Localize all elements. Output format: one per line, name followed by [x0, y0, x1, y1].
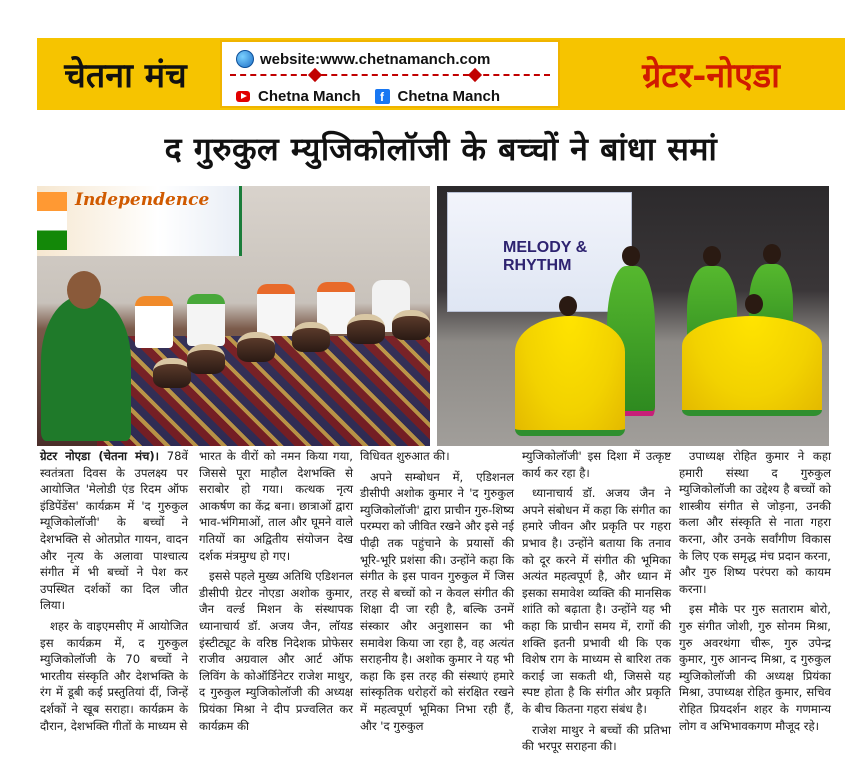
- tabla-drum: [153, 358, 191, 388]
- globe-icon: [236, 50, 254, 68]
- tabla-performance-photo: [37, 186, 430, 446]
- dancer-yellow-dress: [682, 316, 822, 416]
- article-paragraph: इस मौके पर गुरु सताराम बोरो, गुरु संगीत जोशी, गुरु सोनम मिश्रा, गुरु अवरथंगा चीरू, गुरु उपेन्द्र कुमार, गुरु आनन्द मिश्रा, द गुरुकुल म्युजिकोलॉजी की अध्यक्ष प्रियंका मिश्रा, उपाध्यक्ष रोहित कुमार, सचिव रोहित प्रियदर्शन शहर के गणमान्य लोग व अभिभावकगण मौजूद रहे।: [679, 602, 831, 733]
- student-figure: [187, 294, 225, 346]
- article-paragraph: 78वें स्वतंत्रता दिवस के उपलक्ष्य पर आयोजित 'मेलोडी एंड रिदम ऑफ इंडिपेंडेंस' कार्यक्रम में 'द गुरुकुल म्यूजिकोलॉजी' के बच्चों ने देशभक्ति से ओतप्रोत गायन, वादन और नृत्य के अलावा पाश्चात्य संगीत में भी बच्चों ने पेश कर उपस्थित दर्शकों का दिल जीत लिया।: [40, 449, 188, 613]
- article-paragraph: ध्यानाचार्य डॉ. अजय जैन ने अपने संबोधन में कहा कि संगीत का हमारे जीवन और प्रकृति पर गहरा प्रभाव है। उन्होंने बताया कि तनाव को दूर करने में संगीत की भूमिका अत्यंत महत्वपूर्ण है, और ध्यान में इसका समावेश व्यक्ति की मानसिक शांति को बढ़ाता है। उन्होंने यह भी कहा कि प्राचीन समय में, रागों की शक्ति इतनी प्रभावी थी कि एक विशेष राग के माध्यम से बारिश तक कराई जा सकती थी, जिससे यह स्पष्ट होता है कि संगीत और प्रकृति के बीच कितना गहरा संबंध है।: [522, 486, 671, 716]
- kathak-dance-photo: [437, 186, 829, 446]
- masthead: [37, 38, 845, 110]
- article-paragraph: भारत के वीरों को नमन किया गया, जिससे पूरा माहौल देशभक्ति से सराबोर हो गया। कत्थक नृत्य आकर्षण का केंद्र बना। छात्राओं द्वारा भाव-भंगिमाओं, ताल और घूमने वाले गतियों का अद्वितीय संयोजन देख दर्शक मंत्रमुग्ध हो गए।: [199, 449, 353, 563]
- event-banner: [37, 186, 242, 256]
- teacher-head: [67, 271, 101, 309]
- student-figure: [257, 284, 295, 336]
- dancer-head: [559, 296, 577, 316]
- facebook-icon: f: [375, 89, 390, 104]
- article-paragraph: शहर के वाइएमसीए में आयोजित इस कार्यक्रम में, द गुरुकुल म्युजिकोलॉजी के 70 बच्चों ने भारतीय संस्कृति और देशभक्ति के रंग में डूबी कई प्रस्तुतियां दीं, जिन्हें दर्शकों ने खूब सराहा। कार्यक्रम के दौरान, देशभक्ति गीतों के माध्यम से: [40, 618, 188, 733]
- flag-graphic: [37, 192, 67, 250]
- city-label: ग्रेटर-नोएडा: [642, 56, 780, 96]
- dancer-yellow-dress: [515, 316, 625, 436]
- article-paragraph: इससे पहले मुख्य अतिथि एडिशनल डीसीपी ग्रेटर नोएडा अशोक कुमार, जैन वर्ल्ड मिशन के संस्थापक ध्यानाचार्य डॉ. अजय जैन, लॉयड इंस्टीट्यूट के वरिष्ठ निदेशक प्रोफेसर राजीव अग्रवाल और आर्ट ऑफ लिविंग के कोऑर्डिनेटर राजेश माथुर, द गुरुकुल म्युजिकोलॉजी की अध्यक्ष प्रियंका मिश्रा ने दीप प्रज्वलित कर कार्यक्रम की: [199, 569, 353, 733]
- teacher-figure: [41, 296, 131, 441]
- stage-banner: [447, 192, 632, 312]
- tabla-drum: [347, 314, 385, 344]
- article-paragraph: उपाध्यक्ष रोहित कुमार ने कहा हमारी संस्था द गुरुकुल म्युजिकोलॉजी का उद्देश्य है बच्चों को शास्त्रीय संगीत से जोड़ना, उनकी कला और संस्कृति से नाता गहरा करना, और उनके सर्वांगीण विकास के लिए एक समृद्ध मंच प्रदान करना, और गुरु शिष्य परंपरा को कायम करना।: [679, 449, 831, 596]
- dancer-head: [745, 294, 763, 314]
- website-link[interactable]: website:www.chetnamanch.com: [260, 50, 491, 68]
- youtube-icon: [236, 91, 250, 102]
- student-figure: [135, 296, 173, 348]
- dancer-head: [703, 246, 721, 266]
- website-row: [236, 48, 490, 70]
- article-column-3: [360, 448, 514, 734]
- tabla-drum: [237, 332, 275, 362]
- youtube-link[interactable]: Chetna Manch: [258, 87, 361, 105]
- dateline: ग्रेटर नोएडा (चेतना मंच)।: [40, 449, 160, 463]
- article-paragraph: विधिवत शुरुआत की।: [360, 449, 450, 463]
- stage-banner-title: MELODY & RHYTHM: [503, 239, 588, 274]
- brand-name: चेतना मंच: [64, 56, 187, 96]
- facebook-link[interactable]: Chetna Manch: [397, 87, 501, 105]
- article-paragraph: अपने सम्बोधन में, एडिशनल डीसीपी अशोक कुमार ने 'द गुरुकुल म्युजिकोलॉजी' द्वारा प्राचीन गुरु-शिष्य परम्परा को जीवित रखने और इसे नई पीढ़ी तक पहुंचाने के प्रयासों की भूरि-भूरि प्रशंसा की। उन्होंने कहा कि संगीत के इस पावन गुरुकुल में जिस तरह से बच्चों को न केवल संगीत की शिक्षा दी जा रही है, बल्कि उनमें संस्कार और अनुशासन का भी समावेश किया जा रहा है, वह अत्यंत सराहनीय है। अशोक कुमार ने यह भी कहा कि इस तरह की संस्थाएं हमारे सांस्कृतिक धरोहरों को संरक्षित रखने में महत्वपूर्ण भूमिका निभा रही हैं, और 'द गुरुकुल: [360, 469, 514, 733]
- article-paragraph: म्युजिकोलॉजी' इस दिशा में उत्कृष्ट कार्य कर रहा है।: [522, 449, 671, 480]
- contact-box: [220, 40, 560, 108]
- article-column-4: [522, 448, 671, 755]
- article-column-5: [679, 448, 831, 734]
- tabla-drum: [187, 344, 225, 374]
- divider: [230, 74, 550, 76]
- tabla-drum: [292, 322, 330, 352]
- article-paragraph: राजेश माथुर ने बच्चों की प्रतिभा की भरपूर सराहना की।: [522, 722, 671, 754]
- article-column-1: [40, 448, 188, 734]
- dancer-head: [622, 246, 640, 266]
- tabla-drum: [392, 310, 430, 340]
- banner-text: Independence: [75, 190, 210, 210]
- dancer-head: [763, 244, 781, 264]
- headline: द गुरुकुल म्युजिकोलॉजी के बच्चों ने बांधा समां: [164, 129, 718, 168]
- article-column-2: [199, 448, 353, 734]
- social-row: [236, 85, 500, 107]
